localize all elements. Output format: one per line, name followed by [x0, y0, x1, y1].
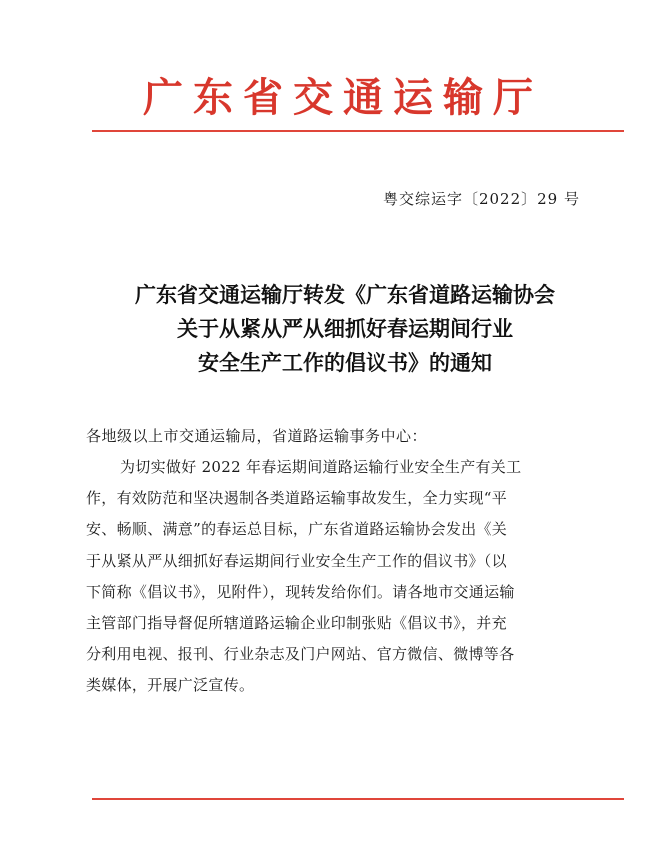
body-line: 分利用电视、报刊、行业杂志及门户网站、官方微信、微博等各 — [86, 645, 515, 664]
letterhead-red-rule — [92, 130, 624, 132]
body-line: 类媒体，开展广泛宣传。 — [86, 676, 255, 695]
body-line: 主管部门指导督促所辖道路运输企业印制张贴《倡议书》，并充 — [86, 614, 507, 633]
document-title — [80, 278, 610, 380]
body-line: 下简称《倡议书》，见附件），现转发给你们。请各地市交通运输 — [86, 582, 515, 601]
body-line: 为切实做好 2022 年春运期间道路运输行业安全生产有关工 — [120, 458, 522, 476]
body-line: 于从紧从严从细抓好春运期间行业安全生产工作的倡议书》（以 — [86, 551, 507, 570]
salutation: 各地级以上市交通运输局，省道路运输事务中心： — [86, 427, 428, 445]
body-line: 作，有效防范和坚决遏制各类道路运输事故发生，全力实现“平 — [86, 489, 508, 508]
letterhead-title: 广东省交通运输厅 — [143, 74, 543, 121]
footer-red-rule — [92, 798, 624, 800]
document-title-line: 关于从紧从严从细抓好春运期间行业 — [177, 317, 513, 341]
body-text — [86, 452, 586, 702]
document-title-line: 广东省交通运输厅转发《广东省道路运输协会 — [135, 283, 555, 307]
document-title-line: 安全生产工作的倡议书》的通知 — [198, 351, 492, 375]
body-line: 安、畅顺、满意”的春运总目标，广东省道路运输协会发出《关 — [86, 520, 508, 539]
document-number: 粤交综运字〔2022〕29 号 — [382, 190, 580, 208]
